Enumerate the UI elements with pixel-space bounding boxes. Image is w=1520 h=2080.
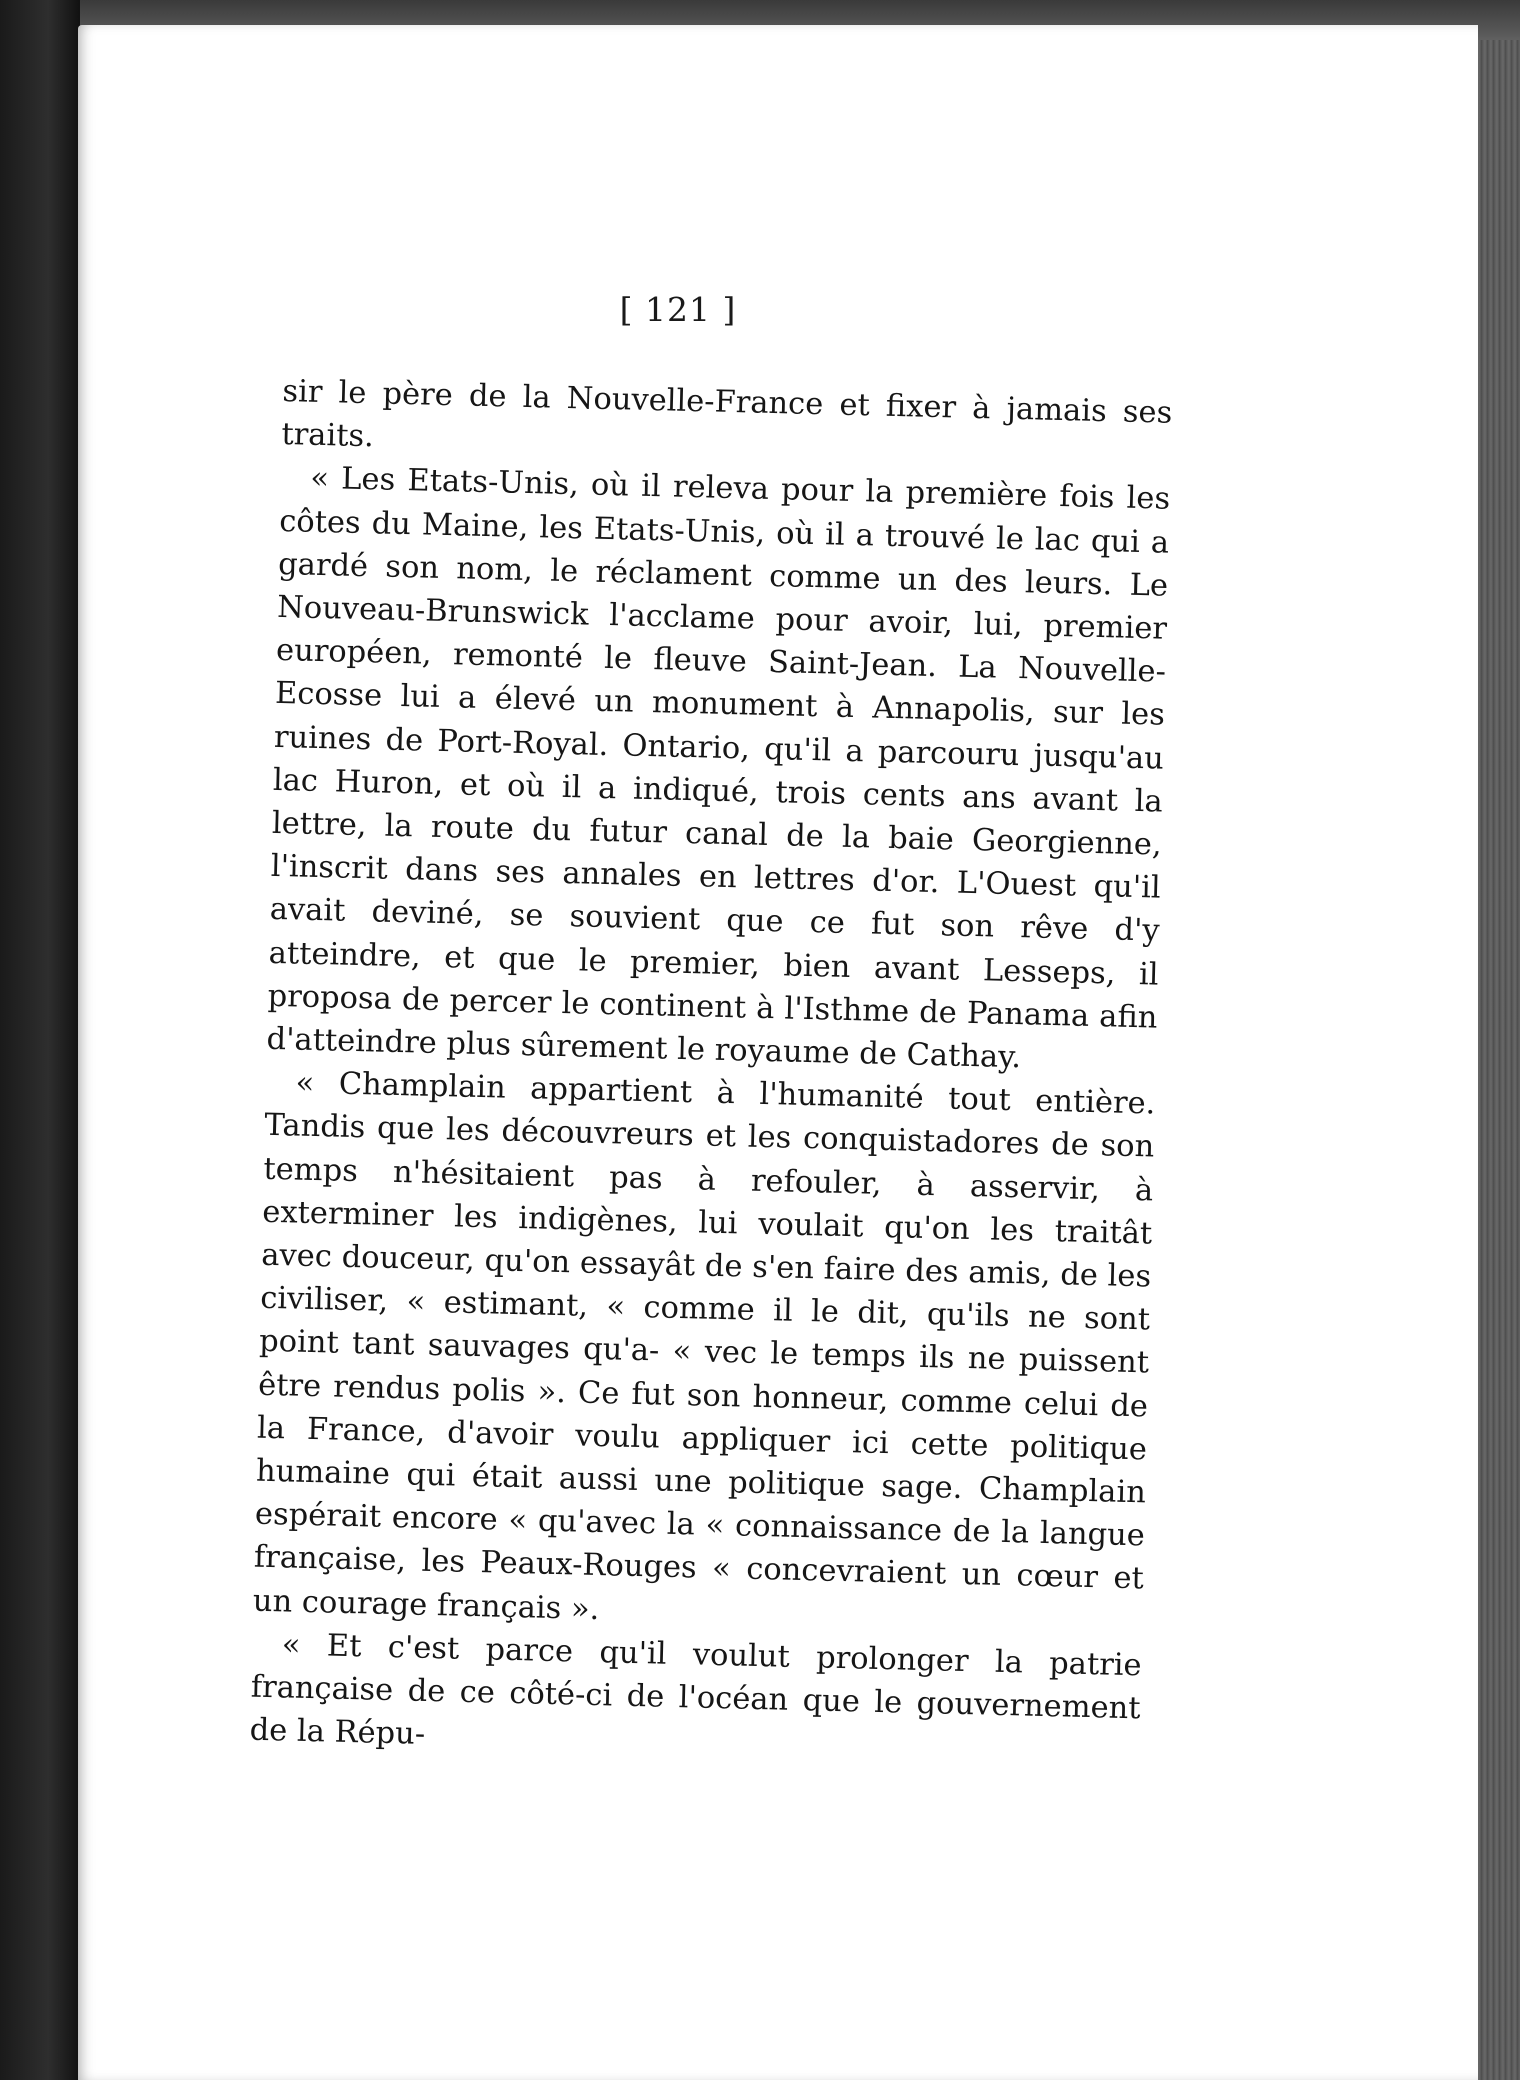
paragraph-etats-unis: « Les Etats-Unis, où il releva pour la première fois les côtes du Maine, les Etats-Unis, où il a trouvé le lac qui a gardé son nom, le réclament comme un des leurs. Le Nouveau-Brunswick l'acclame pour avoir, lui, premier européen, remonté le fleuve Saint-Jean. La Nouvelle-Ecosse lui a élevé un monument à Annapolis, sur les ruines de Port-Royal. Ontario, qu'il a parcouru jusqu'au lac Huron, et où il a indiqué, trois cents ans avant la lettre, la route du futur canal de la baie Georgienne, l'inscrit dans ses annales en lettres d'or. L'Ouest qu'il avait deviné, se souvient que ce fut son rêve d'y atteindre, et que le premier, bien avant Lesseps, il proposa de percer le continent à l'Isthme de Panama afin d'atteindre plus sûrement le royaume de Cathay. bbox=[266, 461, 1171, 1076]
paragraph-continuation: sir le père de la Nouvelle-France et fixer à jamais ses traits. bbox=[280, 373, 1173, 455]
paragraph-patrie-francaise: « Et c'est parce qu'il voulut prolonger la patrie française de ce côté-ci de l'océan que le gouvernement de la Répu- bbox=[249, 1627, 1143, 1753]
paragraph-champlain-humanite: « Champlain appartient à l'humanité tout entière. Tandis que les découvreurs et les conquistadores de son temps n'hésitaient pas à refouler, à asservir, à exterminer les indigènes, lui voulait qu'on les traitât avec douceur, qu'on essayât de s'en faire des amis, de les civiliser, « estimant, « comme il le dit, qu'ils ne sont point tant sauvages qu'a- « vec le temps ils ne puissent être rendus polis ». Ce fut son honneur, comme celui de la France, d'avoir voulu appliquer ici cette politique humaine qui était aussi une politique sage. Champlain espérait encore « qu'avec la « connaissance de la langue française, les Peaux-Rouges « concevraient un cœur et un courage français ». bbox=[252, 1065, 1156, 1627]
body-text bbox=[249, 370, 1173, 1774]
book-spine bbox=[0, 0, 80, 2080]
page-number: [ 121 ] bbox=[619, 290, 737, 329]
page-sheet bbox=[78, 25, 1478, 2080]
